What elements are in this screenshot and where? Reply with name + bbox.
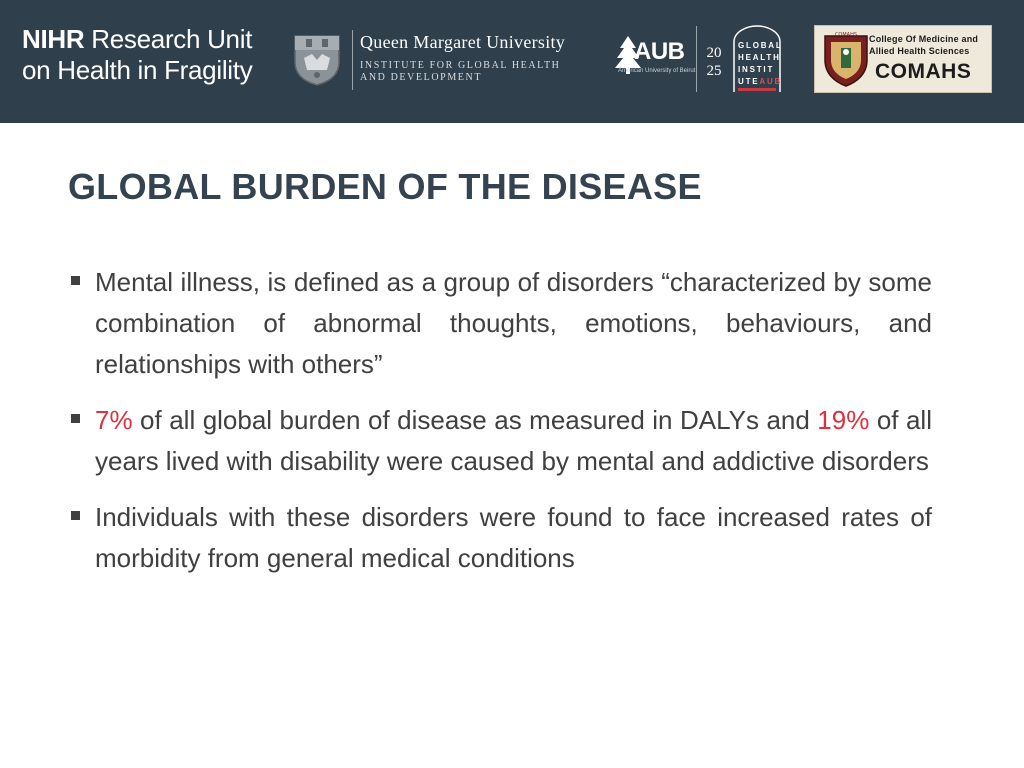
ghi-wordmark	[738, 40, 783, 88]
aub-wordmark: AUB	[634, 38, 685, 65]
ghi-line4-b: AUB	[759, 77, 783, 86]
bullet-square-icon	[71, 276, 80, 285]
aub-year-bottom: 25	[706, 63, 722, 79]
qmu-subtitle	[360, 60, 561, 84]
bullet-1-text: Mental illness, is defined as a group of disorders “characterized by some combination of abnormal thoughts, emotions, behaviours, and relationships with others”	[95, 267, 932, 379]
ghi-red-bar	[738, 88, 776, 91]
bullet-3-text: Individuals with these disorders were found to face increased rates of morbidity from general medical conditions	[95, 502, 932, 573]
aub-logo	[608, 22, 788, 98]
bullet-list	[68, 262, 932, 594]
qmu-divider	[352, 30, 353, 90]
qmu-logo	[288, 22, 588, 98]
bullet-item	[68, 262, 932, 385]
bullet-item	[68, 497, 932, 579]
nihr-line2: on Health in Fragility	[22, 55, 253, 85]
qmu-subtitle-line1: INSTITUTE FOR GLOBAL HEALTH	[360, 60, 561, 71]
qmu-subtitle-line2: AND DEVELOPMENT	[360, 72, 483, 83]
comahs-badge-text: COMAHS	[834, 32, 858, 38]
nihr-logo	[22, 24, 252, 86]
nihr-rest: Research Unit	[84, 24, 253, 54]
comahs-line1: College Of Medicine and	[869, 34, 979, 44]
comahs-name: COMAHS	[875, 60, 972, 83]
aub-subtitle: American University of Beirut	[618, 68, 696, 74]
comahs-logo	[814, 25, 992, 93]
qmu-crest-icon	[290, 32, 344, 86]
slide-title: GLOBAL BURDEN OF THE DISEASE	[68, 166, 702, 207]
ghi-line1: GLOBAL	[738, 41, 783, 50]
comahs-fullname	[869, 33, 978, 57]
yld-percent: 19%	[817, 405, 870, 435]
nihr-bold: NIHR	[22, 24, 85, 54]
bullet-2-text-a: of all global burden of disease as measured in DALYs and	[132, 405, 818, 435]
ghi-line2: HEALTH	[738, 53, 781, 62]
aub-year	[704, 44, 724, 80]
bullet-square-icon	[71, 414, 80, 423]
aub-year-top: 20	[706, 45, 722, 61]
bullet-item	[68, 400, 932, 482]
ghi-line4	[738, 76, 783, 88]
ghi-line3: INSTIT	[738, 65, 775, 74]
bullet-2-text-b: of all years lived with disability were caused by mental and addictive disorders	[95, 405, 932, 476]
aub-divider	[696, 26, 697, 92]
dalys-percent: 7%	[95, 405, 133, 435]
comahs-crest-icon	[821, 30, 871, 88]
qmu-name: Queen Margaret University	[360, 32, 566, 52]
ghi-line4-a: UTE	[738, 77, 760, 86]
header-bar	[0, 0, 1024, 123]
comahs-line2: Allied Health Sciences	[869, 46, 970, 56]
bullet-square-icon	[71, 511, 80, 520]
